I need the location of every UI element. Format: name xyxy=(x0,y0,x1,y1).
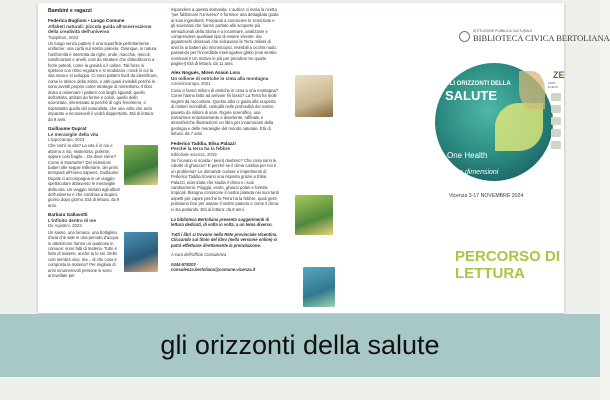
book-title: Le meraviglie della vita xyxy=(48,131,99,137)
book-title: Un milione di ostriche in cima alla montagna xyxy=(171,75,269,81)
book-entry xyxy=(48,143,158,208)
note-contact: A cura dell'Ufficio Consulenza xyxy=(171,252,227,258)
book-cover xyxy=(124,232,158,272)
book-entry xyxy=(48,230,158,279)
reading-path-title: PERCORSO DI LETTURA xyxy=(455,248,561,282)
book-title: Alfabeti naturali: piccola guida all'osservazione della creatività dell'universo xyxy=(48,23,152,34)
library-seal-icon xyxy=(459,31,470,42)
book-description: Che cos'è la vita? La vita è in noi e attorno a noi, misteriosa, potente, oppure così fragile... Da dove viene? Come si trasmette? Dei misteriosi batteri alle seppie millenarie, dei primi terrapodi all'Homo sapiens, Guillaume Duprat ci accompagna in un viaggio spettacolare attraverso le meraviglie della vita. Un viaggio iniziato agli albori dell'universo e che continua a stupirci giorno dopo giorno. Età di lettura: da 9 anni. xyxy=(48,143,120,208)
book-cover xyxy=(303,267,335,307)
book-publisher: Camelozampa, 2021 xyxy=(171,81,211,87)
book-title: Perché la terra ha la febbre xyxy=(171,146,230,152)
library-subtitle: ISTITUZIONE PUBBLICA CULTURALE xyxy=(473,29,533,33)
column-right xyxy=(295,3,610,313)
book-publisher: Editoriale scienza, 2019 xyxy=(171,151,217,157)
book-author: Federica Buglioni • Luogo Comune xyxy=(48,18,125,23)
book-author: Barbara Gallavotti xyxy=(48,212,88,218)
partner-logo-icon xyxy=(551,105,561,113)
section-heading: Bambini e ragazzi xyxy=(48,8,92,14)
book-cover xyxy=(295,195,333,235)
festival-panel xyxy=(435,3,610,313)
note-title: La biblioteca Bertoliana presenta suggerimenti di lettura dedicati, di volta in volta, a un tema diverso. xyxy=(171,217,273,228)
book-entry xyxy=(48,122,158,143)
book-description-continued: rispondere a questa domanda. L'autrice ci svela la ricetta "per fabbricare l'Universo" e fornisce una dettagliata guida ai suoi ingredienti. Preparati a conoscere le scienziate e gli scienziati che hanno portato alle scoperte più sensazionali della Storia e a incontrare, analizzare e comprendere qualsiasi tipo di essere vivente: dai giganteschi dinosauri che solcavano la Terra milioni di anni fa ai batteri più microscopici, invisibili a occhio nudo, passando per l'incredibile interrogativo globo (mai sentito nominare)! Un motivo in più per prendere tre quarte pagine!) Età di lettura: da 11 anni. xyxy=(171,7,279,67)
book-cover xyxy=(295,75,333,117)
book-publisher: L'Ippocampo, 2023 xyxy=(48,137,85,142)
page-footer xyxy=(0,377,600,400)
ze-logo: ZE xyxy=(553,70,565,80)
partner-logo-icon xyxy=(551,117,561,125)
title-banner xyxy=(0,314,600,377)
note-email: 0444-578203 · consulenza.bertoliana@comune.vicenza.it xyxy=(171,262,256,273)
book-title: L'infinito dentro di me xyxy=(48,217,97,223)
partner-logo-icon xyxy=(551,93,561,101)
book-description: Un sasso, una lumaca, una bottiglina d'aria che sale in una periodo d'acqua in attesizione hanno un qualcosa in comune: sono fatti di materia. Tutto è fatto di materie, anche tu lo sei. Dello così sembra vivo, ma... di che cosa è composta la materia? Per migliaia di anni innumerevoli persone si sono arrovellate per xyxy=(48,229,119,278)
column-left xyxy=(48,3,158,313)
book-publisher: Topipittori, 2023 xyxy=(48,34,79,40)
brochure-image xyxy=(38,3,610,313)
column-middle xyxy=(171,3,279,313)
dimensions-label: In tre dimensioni xyxy=(447,169,499,176)
banner-title: gli orizzonti della salute xyxy=(160,330,440,360)
book-author: Guillaume Duprat xyxy=(48,126,87,131)
book-author: Federico Taddia, Elisa Palazzi xyxy=(171,140,236,146)
book-entry xyxy=(48,41,158,122)
partner-logo-icon xyxy=(551,141,561,149)
book-description: Cosa ci fanno milioni di ostriche in cima a una montagna? Come hanno fatto ad arrivare fin lassù? La Terra ha molti segreti da raccontare. Questo albo ci guida alla scoperta di misteri incredibili, custoditi nelle profondità del nostro pianeta da milioni di anni. Rigore scientifico, una narrazione entusiasmante e divertente, raffinate e atmosferiche illustrazioni: un libro per innamorarsi della geologia e delle meraviglie del mondo naturale. Età di lettura: da 7 anni. xyxy=(171,87,279,137)
one-health-label: One Health xyxy=(447,151,488,160)
library-name: BIBLIOTECA CIVICA BERTOLIANA xyxy=(473,33,610,43)
leaf-shape-icon xyxy=(519,71,545,109)
festival-title-small: GLI ORIZZONTI DELLA xyxy=(445,81,511,87)
note-body: Tutti i libri si trovano nella Rete provinciale Vicentina. Cliccando sul titolo del libro (nella versione online) si potrà effettuare direttamente la prenotazione. xyxy=(171,232,278,248)
book-description: Un luogo senza pattern è una superficie perfettamente uniforme: una cartà sul nostro pianeta. Ovunque, in natura, l'uniformità è interrotta da righe, onde, macchie, reticoli, ramificazioni e anelli, così da strutture che obbediscono a forze potenti, come la gravità o il calore. Tali forze si ripetono con ritmo regolare e si modulano i modi in cui la vita muta e si sviluppa. Ci sono pattern facili da identificare, come le strisce della zebra, e altri quasi invisibili perché le sono avvolti proprio come strategie di mimetismo. Il libro invita a osservare i pattern con larghi sguardi: quello dell'artista, attirato da forme e colori, quello dello scienziato, interessato ai perché di ogni fenomeno, e soprattutto quello del naturalista, che una volta che avrà imparato a riconoscerli li vedrà dappertutto. Età di lettura: da 9 anni. xyxy=(48,40,158,122)
festival-dates: Vicenza 3-17 NOVEMBRE 2024 xyxy=(449,193,524,199)
ze-subtitle: ZERO EVENTI xyxy=(548,81,559,89)
festival-title: SALUTE xyxy=(445,88,497,103)
book-publisher: De Agostini, 2023 xyxy=(48,223,82,229)
partner-logo-icon xyxy=(551,129,561,137)
leaf-shape-icon xyxy=(495,103,543,151)
info-note xyxy=(171,217,279,273)
library-logo xyxy=(457,29,610,47)
book-cover xyxy=(124,145,158,185)
book-description: Se l'oceano si scalda / peso) duebmo? Che cosa sono le calotte di ghiaccio? E perché se il clima cambia per noi è un problema? Le domande curiose e impertinenti di Federico Taddia trovano una risposta grazie a Elisa Palazzi, scienziata che studia il clima e i suoi cambiamenti. Pioggia, vento, ghiacci polari e foreste tropicali. Bisogna conoscere il nostro pianeta nei suoi tanti aspetti per capire perché la Terra ha la febbre, quali gesti possiamo fare per aiutare il nostro pianeta e come il clima ci sta parlando. Età di lettura: da 8 anni. xyxy=(171,157,279,212)
book-author: Alex Nogués, Miren Asiain Lora xyxy=(171,70,240,76)
book-entry xyxy=(171,66,279,136)
